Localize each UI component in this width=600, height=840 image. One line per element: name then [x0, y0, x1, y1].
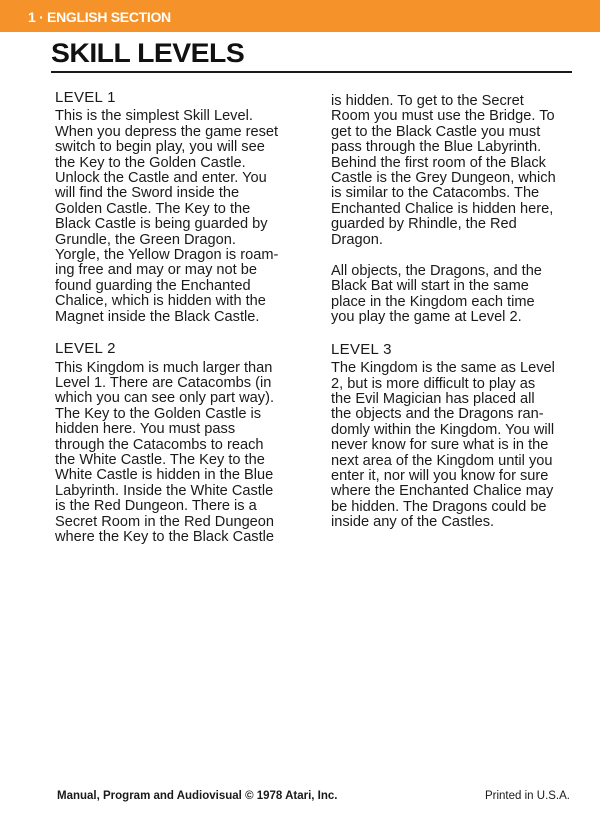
level-2-heading: LEVEL 2 [55, 340, 116, 358]
level-3-text: The Kingdom is the same as Level 2, but is more difficult to play as the Evil Magician has placed all the objects and the Dragons ran- domly within the Kingdom. You will never know for sure what is in the next area of the Kingdom until you enter it, nor will you know for sure where the Enchanted Chalice may be hidden. The Dragons could be inside any of the Castles. [331, 360, 555, 531]
left-column [55, 90, 300, 545]
section-label: 1 · ENGLISH SECTION [28, 9, 171, 25]
level-2-text-part-2: is hidden. To get to the Secret Room you must use the Bridge. To get to the Black Castle you must pass through the Blue Labyrinth. Behind the first room of the Black Castle is the Grey Dungeon, which is similar to the Catacombs. The Enchanted Chalice is hidden here, guarded by Rhindle, the Red Dragon. [331, 93, 556, 248]
level-2-text-part-1: This Kingdom is much larger than Level 1. There are Catacombs (in which you can see only part way). The Key to the Golden Castle is hidden here. You must pass through the Catacombs to reach the White Castle. The Key to the White Castle is hidden in the Blue Labyrinth. Inside the White Castle is the Red Dungeon. There is a Secret Room in the Red Dungeon where the Key to the Black Castle [55, 359, 275, 545]
copyright-notice: Manual, Program and Audiovisual © 1978 Atari, Inc. [57, 790, 338, 802]
level-3-heading: LEVEL 3 [331, 340, 392, 358]
level-1-text: This is the simplest Skill Level. When you depress the game reset switch to begin play, you will see the Key to the Golden Castle. Unlock the Castle and enter. You will find the Sword inside the Golden Castle. The Key to the Black Castle is being guarded by Grundle, the Green Dragon. Yorgle, the Yellow Dragon is roam- ing free and may or may not be found guarding the Enchanted Chalice, which is hidden with the Magnet inside the Black Castle. [55, 108, 279, 325]
level-1-heading: LEVEL 1 [55, 89, 116, 106]
title-divider [51, 71, 572, 73]
right-column [331, 94, 576, 531]
printed-notice: Printed in U.S.A. [484, 790, 570, 802]
page-title: SKILL LEVELS [51, 38, 245, 68]
section-header-band [0, 0, 600, 32]
level-2-text-part-3: All objects, the Dragons, and the Black Bat will start in the same place in the Kingdom each time you play the game at Level 2. [331, 263, 542, 326]
